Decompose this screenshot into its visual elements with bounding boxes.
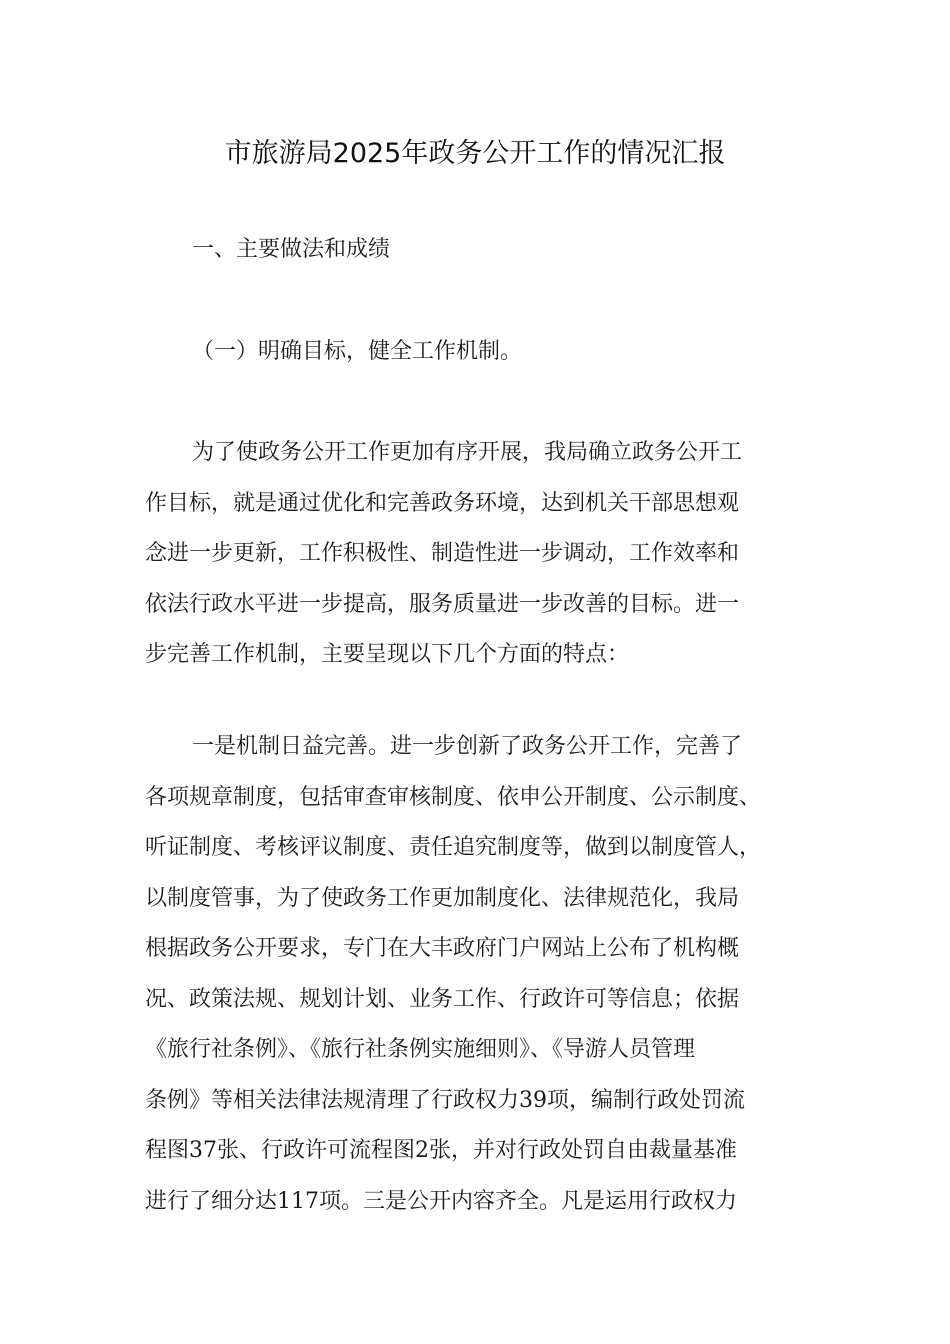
paragraph-line: 一是机制日益完善。进一步创新了政务公开工作，完善了 bbox=[192, 734, 743, 759]
paragraph-line: 《旅行社条例》、《旅行社条例实施细则》、《导游人员管理 bbox=[145, 1037, 696, 1062]
paragraph-line: 依法行政水平进一步提高，服务质量进一步改善的目标。进一 bbox=[145, 591, 740, 617]
document-title: 市旅游局2025年政务公开工作的情况汇报 bbox=[224, 138, 726, 169]
paragraph-line: 听证制度、考核评议制度、责任追究制度等，做到以制度管人， bbox=[145, 835, 762, 860]
subsection-heading: （一）明确目标，健全工作机制。 bbox=[192, 339, 523, 364]
paragraph-line: 念进一步更新，工作积极性、制造性进一步调动，工作效率和 bbox=[145, 541, 740, 566]
paragraph-line: 程图37张、行政许可流程图2张，并对行政处罚自由裁量基准 bbox=[145, 1138, 737, 1163]
paragraph-line: 进行了细分达117项。三是公开内容齐全。凡是运用行政权力 bbox=[145, 1188, 737, 1214]
paragraph-line: 以制度管事，为了使政务工作更加制度化、法律规范化，我局 bbox=[145, 885, 740, 911]
paragraph-line: 为了使政务公开工作更加有序开展，我局确立政务公开工 bbox=[192, 440, 743, 465]
paragraph-line: 各项规章制度，包括审查审核制度、依申公开制度、公示制度、 bbox=[145, 784, 762, 810]
paragraph-line: 况、政策法规、规划计划、业务工作、行政许可等信息；依据 bbox=[145, 986, 740, 1012]
paragraph-goals bbox=[145, 428, 815, 681]
paragraph-line: 作目标，就是通过优化和完善政务环境，达到机关干部思想观 bbox=[145, 490, 740, 516]
paragraph-line: 根据政务公开要求，专门在大丰政府门户网站上公布了机构概 bbox=[145, 936, 740, 961]
paragraph-line: 条例》等相关法律法规清理了行政权力39项，编制行政处罚流 bbox=[145, 1087, 745, 1113]
paragraph-line: 步完善工作机制，主要呈现以下几个方面的特点： bbox=[145, 642, 630, 667]
paragraph-mechanism bbox=[145, 722, 815, 1227]
section-heading: 一、主要做法和成绩 bbox=[192, 237, 391, 262]
